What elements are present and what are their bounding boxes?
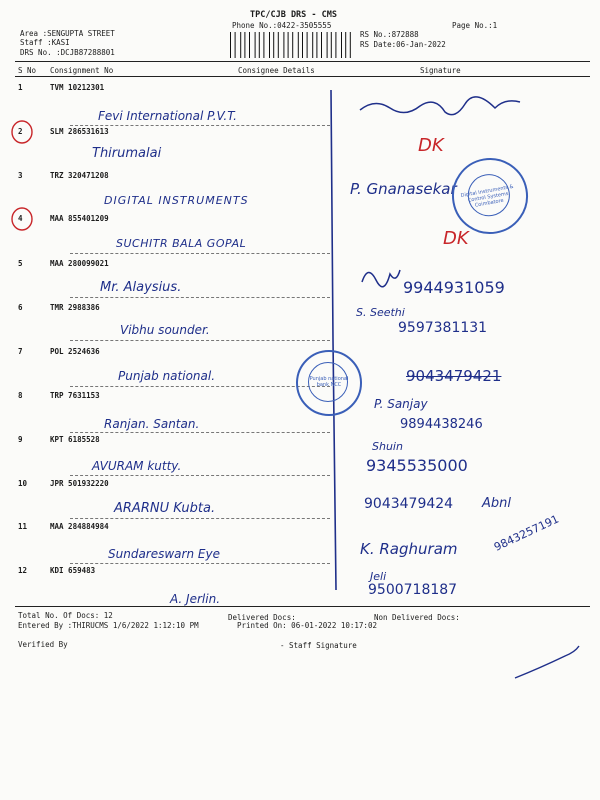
consignee-name: ARARNU Kubta.	[114, 501, 216, 516]
consignee-name: Vibhu sounder.	[120, 323, 210, 337]
signature-row-12: Jeli	[370, 570, 387, 583]
consignment-number: MAA 280099021	[50, 259, 109, 268]
col-consignment: Consignment No	[50, 66, 114, 75]
row-number: 3	[18, 171, 23, 180]
signature-row-10: Abnl	[482, 496, 511, 511]
verified-by: Verified By	[18, 640, 68, 649]
consignment-number: KDI 659483	[50, 566, 96, 575]
signature-scribble-row-5	[358, 260, 403, 290]
row-number: 4	[18, 214, 23, 223]
non-delivered-docs: Non Delivered Docs:	[374, 613, 460, 622]
phone-number-handwritten: 9043479424	[364, 496, 454, 512]
rs-date: RS Date:06-Jan-2022	[360, 40, 446, 49]
dk-mark-1: DK	[418, 135, 444, 156]
consignee-name: Ranjan. Santan.	[104, 417, 200, 431]
row-rule	[70, 386, 330, 387]
signature-row-8: P. Sanjay	[374, 397, 428, 411]
row-number: 7	[18, 347, 23, 356]
phone-number-handwritten: 9597381131	[398, 320, 488, 336]
consignment-number: MAA 284884984	[50, 522, 109, 531]
consignee-name: Thirumalai	[92, 146, 162, 161]
row-rule	[70, 475, 330, 476]
bank-stamp-text: Punjab national bank NCC	[309, 376, 349, 388]
row-rule	[70, 563, 330, 564]
consignment-number: KPT 6185528	[50, 435, 100, 444]
area-label: Area :SENGUPTA STREET	[20, 29, 115, 38]
row-number: 12	[18, 566, 28, 575]
phone-number-handwritten: 9500718187	[368, 582, 458, 598]
consignee-name: Sundareswarn Eye	[108, 547, 220, 561]
phone-number-handwritten: 9843257191	[492, 512, 561, 554]
consignment-number: MAA 855401209	[50, 214, 109, 223]
row-rule	[70, 253, 330, 254]
col-sno: S No	[18, 66, 37, 75]
doc-title: TPC/CJB DRS - CMS	[250, 10, 337, 20]
consignment-number: TRZ 320471208	[50, 171, 109, 180]
phone-number-handwritten: 9345535000	[366, 456, 468, 475]
bank-stamp	[296, 350, 362, 416]
page-number: Page No.:1	[452, 21, 498, 30]
consignment-number: SLM 286531613	[50, 127, 109, 136]
row-number: 8	[18, 391, 23, 400]
footer-rule	[15, 606, 590, 607]
row-rule	[70, 432, 330, 433]
rs-number: RS No.:872888	[360, 30, 419, 39]
row-number: 6	[18, 303, 23, 312]
consignee-name: AVURAM kutty.	[92, 459, 182, 473]
signature-row-9: Shuin	[372, 440, 403, 453]
consignee-name: Fevi International P.V.T.	[98, 109, 237, 123]
phone-number: Phone No.:0422-3505555	[232, 21, 332, 30]
signature-row-6: S. Seethi	[356, 306, 405, 319]
row-rule	[70, 518, 330, 519]
row-number: 10	[18, 479, 28, 488]
signature-scribble-row-1	[355, 90, 525, 130]
row-rule	[70, 297, 330, 298]
signature-scribble-bottom	[505, 640, 585, 690]
total-docs: Total No. Of Docs: 12	[18, 611, 113, 620]
consignee-name: SUCHITR BALA GOPAL	[116, 237, 247, 250]
consignment-number: TMR 2988386	[50, 303, 100, 312]
row-number: 1	[18, 83, 23, 92]
consignment-number: TVM 10212301	[50, 83, 105, 92]
dk-mark-2: DK	[443, 228, 469, 249]
col-signature: Signature	[420, 66, 461, 75]
row-number: 11	[18, 522, 28, 531]
consignee-name: A. Jerlin.	[170, 592, 221, 606]
consignee-name: Mr. Alaysius.	[100, 280, 182, 295]
consignment-number: JPR 501932220	[50, 479, 109, 488]
row-number: 2	[18, 127, 23, 136]
consignee-name: DIGITAL INSTRUMENTS	[104, 194, 249, 207]
consignee-name: Punjab national.	[118, 369, 216, 383]
col-consignee: Consignee Details	[238, 66, 315, 75]
staff-signature: - Staff Signature	[280, 641, 357, 650]
signature-row-3: P. Gnanasekar	[350, 180, 457, 198]
delivered-docs: Delivered Docs:	[228, 613, 296, 622]
red-circle-row-2	[9, 119, 35, 145]
row-rule	[70, 340, 330, 341]
staff-label: Staff :KASI	[20, 38, 70, 47]
company-stamp-text: Digital Instruments & Control Systems Coimbatore	[460, 183, 514, 209]
phone-number-handwritten: 9944931059	[403, 278, 505, 297]
row-rule	[70, 125, 330, 126]
printed-on: Printed On: 06-01-2022 10:17:02	[237, 621, 377, 630]
signature-row-11: K. Raghuram	[360, 540, 458, 558]
consignment-number: TRP 7631153	[50, 391, 100, 400]
consignment-number: POL 2524636	[50, 347, 100, 356]
row-number: 5	[18, 259, 23, 268]
row-number: 9	[18, 435, 23, 444]
entered-by: Entered By :THIRUCMS 1/6/2022 1:12:10 PM	[18, 621, 199, 630]
phone-number-handwritten: 9043479421	[406, 367, 502, 385]
red-circle-row-4	[9, 206, 35, 232]
phone-number-handwritten: 9894438246	[400, 417, 483, 432]
drs-number: DRS No. :DCJB87288801	[20, 48, 115, 57]
